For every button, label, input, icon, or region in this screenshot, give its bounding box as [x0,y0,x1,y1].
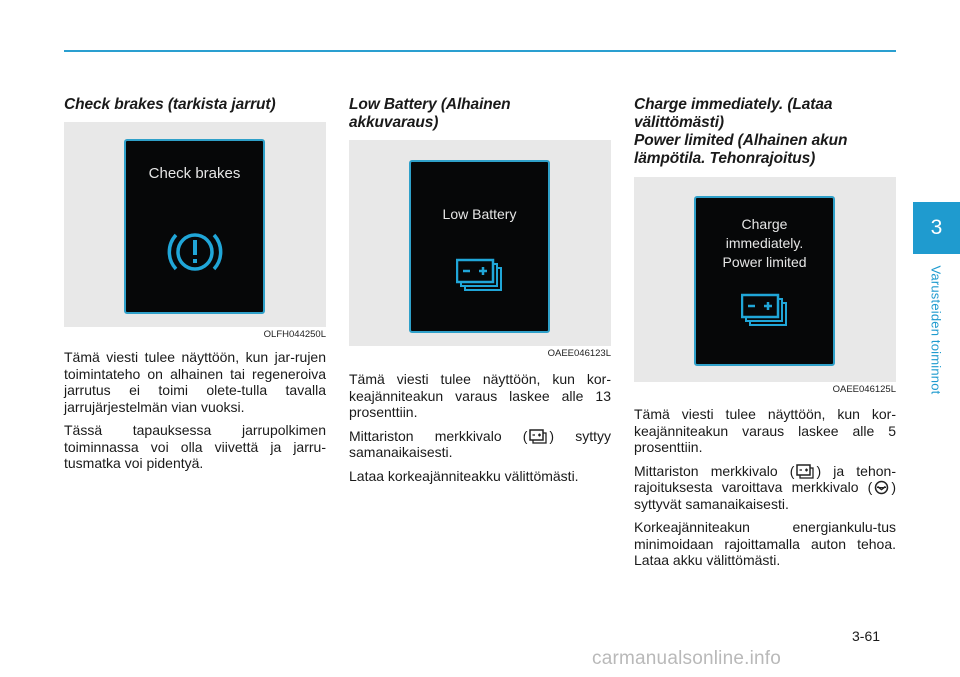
paragraph-text: ) syttyvät samanaikaisesti. [634,479,896,512]
battery-icon [741,293,791,331]
chapter-title: Varusteiden toiminnot [928,265,944,395]
display-message: Charge immediately. Power limited [722,216,807,270]
figure-code: OAEE046123L [547,348,611,359]
figure-check-brakes [64,122,326,327]
figure-low-battery [349,140,611,346]
display-message: Check brakes [148,165,241,182]
watermark: carmanualsonline.info [592,648,782,669]
section-heading: Low Battery (Alhainen akkuvaraus) [349,96,511,131]
paragraph [349,428,611,461]
battery-icon [796,464,814,479]
paragraph: Korkeajänniteakun energiankulu-tus minimoidaan rajoittamalla auton tehoa. Lataa akku välittömästi. [634,519,896,568]
paragraph-text: Mittariston merkkivalo ( [634,462,795,479]
display-screen [694,196,835,366]
figure-code: OLFH044250L [263,329,326,340]
battery-icon [529,429,547,444]
display-message: Low Battery [442,206,517,222]
display-screen [124,139,265,314]
paragraph-text: ) ja tehon-rajoituksesta varoittava merkkivalo ( [634,462,896,495]
section-heading: Charge immediately. (Lataa välittömästi) Power limited (Alhainen akun lämpötila. Tehonrajoitus) [634,96,848,167]
section-low-battery [349,96,611,491]
section-check-brakes [64,96,326,479]
figure-charge-immediately [634,177,896,382]
paragraph: Lataa korkeajänniteakku välittömästi. [349,467,579,484]
power-limited-icon [874,480,889,495]
brake-warning-icon [165,226,225,278]
paragraph-text: ) syttyy samanaikaisesti. [349,427,611,460]
paragraph: Tämä viesti tulee näyttöön, kun kor-keajänniteakun varaus laskee alle 13 prosenttiin. [349,371,611,420]
battery-icon [456,258,506,296]
top-rule [64,50,896,52]
section-charge-immediately [634,96,896,576]
section-heading: Check brakes (tarkista jarrut) [64,96,276,113]
page-number: 3-61 [852,628,881,644]
paragraph: Tässä tapauksessa jarrupolkimen toiminnassa voi olla viivettä ja jarru-tusmatka voi pidentyä. [64,422,326,471]
display-screen [409,160,550,333]
paragraph: Tämä viesti tulee näyttöön, kun jar-rujen toimintateho on alhainen tai regeneroiva jarrutus ei toimi olete-tulla tavalla jarrujärjestelmän vian vuoksi. [64,349,326,415]
paragraph-text: Mittariston merkkivalo ( [349,427,528,444]
figure-code: OAEE046125L [832,384,896,395]
paragraph: Tämä viesti tulee näyttöön, kun kor-keajänniteakun varaus laskee alle 5 prosenttiin. [634,406,896,455]
chapter-tab: 3 [913,202,960,254]
paragraph [634,463,896,513]
